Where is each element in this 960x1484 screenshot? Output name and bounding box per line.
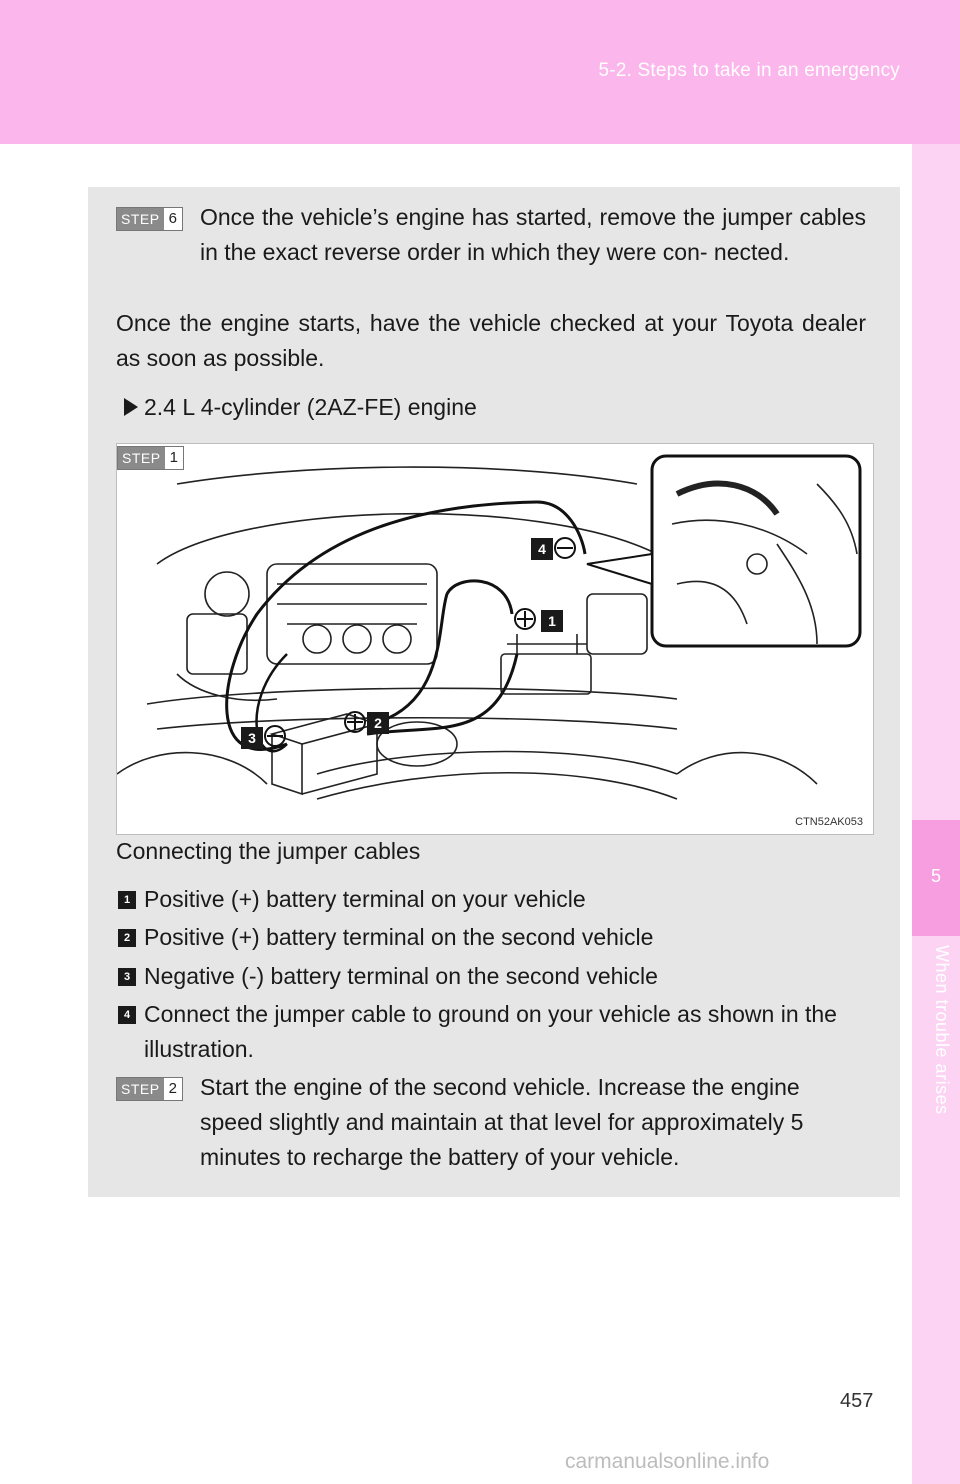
page-header [0, 0, 960, 144]
chapter-side-tab [912, 144, 960, 1484]
step2-badge [116, 1077, 183, 1101]
watermark: carmanualsonline.info [565, 1450, 770, 1473]
page-number: 457 [840, 1390, 874, 1412]
item-3: Negative (-) battery terminal on the second vehicle [144, 963, 658, 989]
callout-2: 2 [367, 712, 389, 734]
section-title: 5-2. Steps to take in an emergency [598, 60, 900, 81]
step-number: 6 [164, 208, 182, 230]
dealer-note: Once the engine starts, have the vehicle checked at your Toyota dealer as soon as possible. [116, 310, 866, 371]
item-marker-4: 4 [118, 1006, 136, 1024]
step6-text: Once the vehicle’s engine has started, remove the jumper cables in the exact reverse order in which they were con- nected. [200, 204, 866, 265]
chapter-number: 5 [930, 866, 941, 886]
item-2: Positive (+) battery terminal on the second vehicle [144, 924, 654, 950]
step2-text: Start the engine of the second vehicle. Increase the engine speed slightly and maintain at that level for approximately 5 minutes to recharge the battery of your vehicle. [200, 1074, 804, 1170]
engine-bay-drawing [117, 444, 873, 834]
callout-4: 4 [531, 538, 553, 560]
item-marker-1: 1 [118, 891, 136, 909]
callout-3: 3 [241, 727, 263, 749]
heading-arrow-icon [124, 398, 138, 416]
chapter-label: When trouble arises [932, 945, 952, 1115]
engine-heading: 2.4 L 4-cylinder (2AZ-FE) engine [144, 394, 477, 420]
step-number: 2 [164, 1078, 182, 1100]
step1-badge [117, 446, 184, 470]
step-label: STEP [118, 447, 165, 469]
item-marker-2: 2 [118, 929, 136, 947]
figure-caption: Connecting the jumper cables [116, 838, 421, 864]
item-marker-3: 3 [118, 968, 136, 986]
jumper-cable-illustration [116, 443, 874, 835]
step6-badge [116, 207, 183, 231]
step-label: STEP [117, 1078, 164, 1100]
step-label: STEP [117, 208, 164, 230]
item-1: Positive (+) battery terminal on your vehicle [144, 886, 586, 912]
callout-1: 1 [541, 610, 563, 632]
item-4: Connect the jumper cable to ground on your vehicle as shown in the illustration. [144, 1001, 837, 1062]
figure-code: CTN52AK053 [795, 816, 863, 828]
step-number: 1 [165, 447, 183, 469]
